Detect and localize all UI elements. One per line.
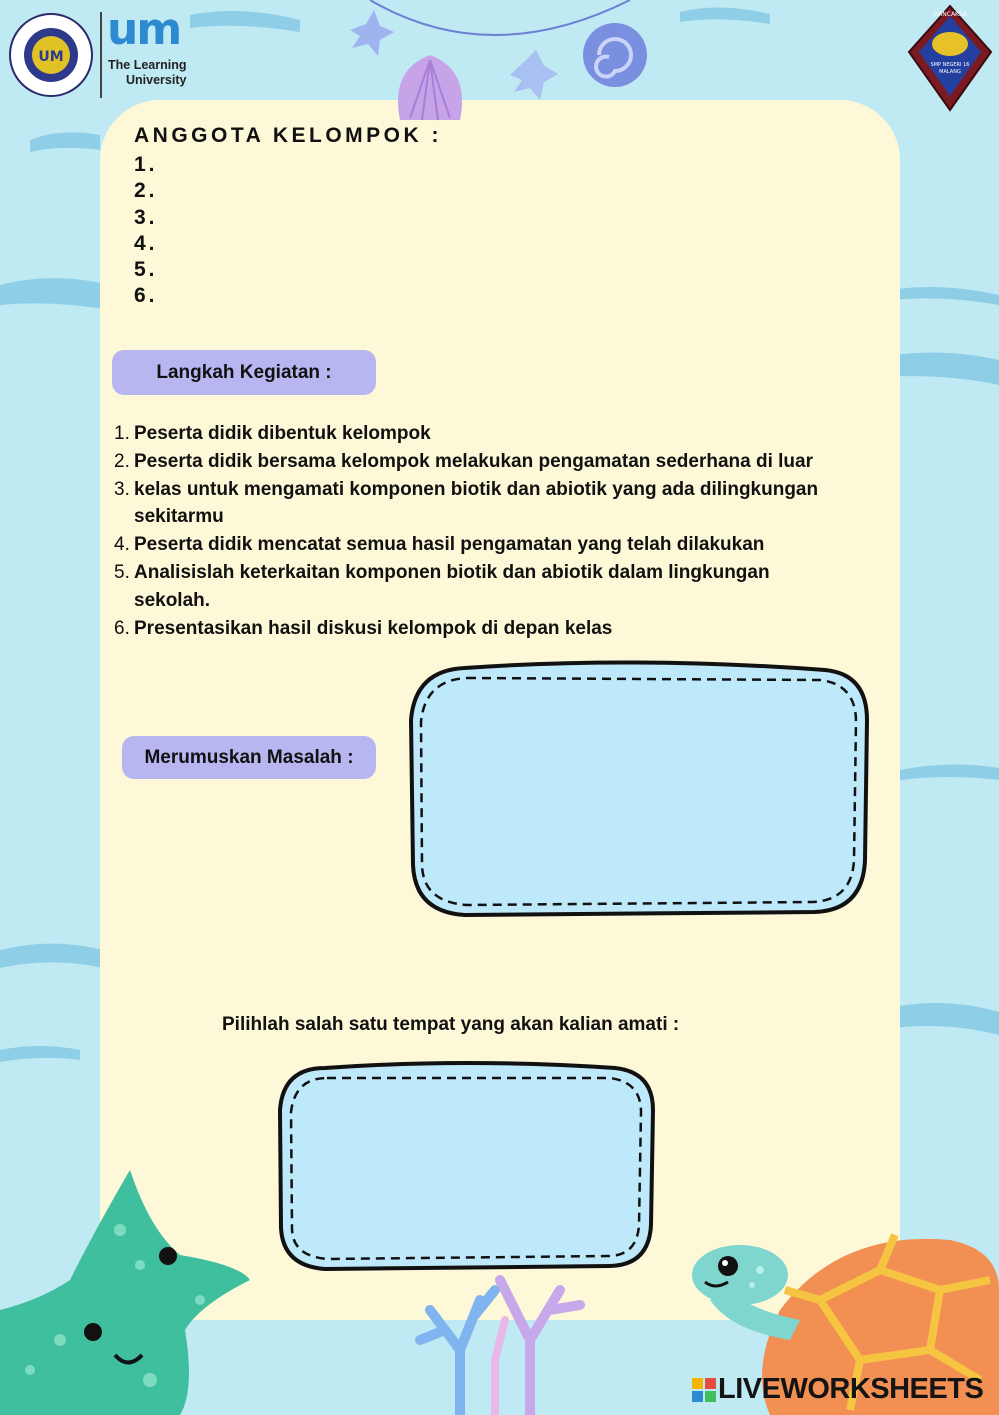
step-item: 2. Peserta didik bersama kelompok melakukan pengamatan sederhana di luar xyxy=(114,450,813,472)
hanging-shells-decoration xyxy=(330,0,660,130)
member-item[interactable]: 6. xyxy=(134,284,158,308)
member-item[interactable]: 2. xyxy=(134,179,158,203)
member-item[interactable]: 3. xyxy=(134,205,158,229)
group-members-list xyxy=(134,152,158,310)
starfish-character-icon xyxy=(0,1170,250,1415)
problem-answer-box[interactable] xyxy=(405,660,875,922)
svg-text:MALANG: MALANG xyxy=(939,69,961,75)
um-wordmark: um xyxy=(107,4,181,55)
school-badge-logo xyxy=(905,4,995,114)
spiral-shell-icon xyxy=(583,23,647,87)
starfish-small-icon-2 xyxy=(510,50,558,100)
step-item: 5. Analisislah keterkaitan komponen biotik dan abiotik dalam lingkungan sekolah. xyxy=(114,561,770,611)
um-seal-logo xyxy=(8,12,94,98)
member-item[interactable]: 1. xyxy=(134,153,158,176)
step-item: 3. kelas untuk mengamati komponen biotik dan abiotik yang ada dilingkungan sekitarmu xyxy=(114,478,819,528)
liveworksheets-brand: LIVEWORKSHEETS xyxy=(692,1373,983,1406)
liveworksheets-logo-icon xyxy=(692,1378,716,1402)
activity-steps-label: Langkah Kegiatan : xyxy=(112,350,376,395)
problem-formulation-label: Merumuskan Masalah : xyxy=(122,736,376,779)
coral-decoration xyxy=(400,1250,610,1415)
svg-text:SMP NEGERI 16: SMP NEGERI 16 xyxy=(930,62,970,68)
observation-place-prompt: Pilihlah salah satu tempat yang akan kalian amati : xyxy=(222,1014,680,1035)
group-members-title: ANGGOTA KELOMPOK : xyxy=(134,124,442,147)
step-item: 4. Peserta didik mencatat semua hasil pengamatan yang telah dilakukan xyxy=(114,534,765,556)
starfish-small-icon xyxy=(350,10,394,56)
logo-divider xyxy=(100,12,102,98)
activity-steps-list xyxy=(114,420,884,642)
svg-text:MANCAKSA: MANCAKSA xyxy=(932,11,968,18)
observation-place-answer-box[interactable] xyxy=(275,1060,660,1275)
svg-text:UM: UM xyxy=(38,49,64,65)
um-tagline: The Learning University xyxy=(108,58,187,87)
member-item[interactable]: 4. xyxy=(134,231,158,255)
step-item: 6. Presentasikan hasil diskusi kelompok di depan kelas xyxy=(114,617,613,639)
step-item: 1. Peserta didik dibentuk kelompok xyxy=(114,423,431,444)
member-item[interactable]: 5. xyxy=(134,258,158,282)
